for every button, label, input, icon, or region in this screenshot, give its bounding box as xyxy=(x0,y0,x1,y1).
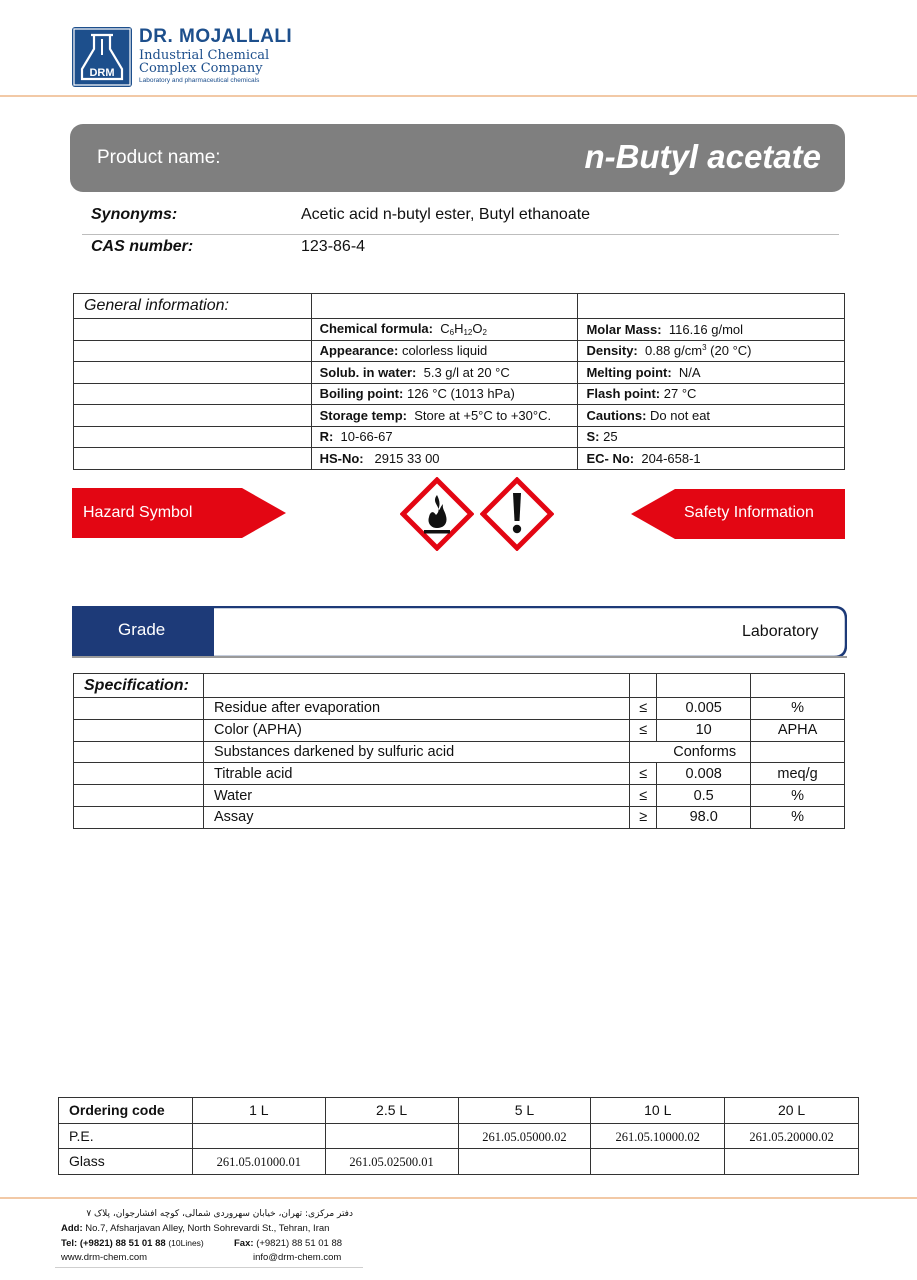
spec-name: Color (APHA) xyxy=(203,719,629,741)
spec-comparator: ≥ xyxy=(630,806,657,828)
grade-label: Grade xyxy=(118,620,166,639)
email-link[interactable]: info@drm-chem.com xyxy=(253,1252,342,1263)
size-header: 10 L xyxy=(591,1098,725,1124)
spec-comparator: ≤ xyxy=(630,698,657,720)
spec-comparator: ≤ xyxy=(630,719,657,741)
order-code: 261.05.05000.02 xyxy=(458,1123,591,1149)
product-name: n-Butyl acetate xyxy=(584,138,821,175)
cas-label: CAS number: xyxy=(91,238,194,255)
spec-comparator: ≤ xyxy=(630,763,657,785)
table-row xyxy=(74,698,845,720)
order-code: 261.05.02500.01 xyxy=(325,1149,458,1175)
grade-banner xyxy=(72,606,847,658)
ordering-table xyxy=(58,1097,859,1175)
synonyms-divider xyxy=(82,234,839,235)
order-code xyxy=(725,1149,859,1175)
address-line: Add: No.7, Afsharjavan Alley, North Sohrevardi St., Tehran, Iran xyxy=(61,1223,330,1234)
spec-value: 0.5 xyxy=(657,785,751,807)
spec-name: Residue after evaporation xyxy=(203,698,629,720)
boiling-point-cell: Boiling point: 126 °C (1013 hPa) xyxy=(311,383,578,405)
general-info-table xyxy=(73,293,845,470)
telephone-line: Tel: (+9821) 88 51 01 88 (10Lines) xyxy=(61,1238,204,1249)
spec-name: Water xyxy=(203,785,629,807)
fax-line: Fax: (+9821) 88 51 01 88 xyxy=(234,1238,343,1249)
table-row xyxy=(59,1123,859,1149)
spec-unit: % xyxy=(751,806,845,828)
specification-table xyxy=(73,673,845,829)
company-tagline: Laboratory and pharmaceutical chemicals xyxy=(139,77,260,84)
grade-value: Laboratory xyxy=(742,623,819,640)
spec-unit: APHA xyxy=(751,719,845,741)
flame-icon xyxy=(400,477,474,551)
address-persian: دفتر مرکزی: تهران، خیابان سهروردی شمالی، کوچه افشارجوان، پلاک ۷ xyxy=(86,1209,353,1219)
table-row xyxy=(74,785,845,807)
melting-point-cell: Melting point: N/A xyxy=(578,362,845,384)
spec-value: 0.008 xyxy=(657,763,751,785)
order-code xyxy=(591,1149,725,1175)
specification-title: Specification: xyxy=(74,674,204,698)
spec-unit: % xyxy=(751,698,845,720)
size-header: 2.5 L xyxy=(325,1098,458,1124)
s-phrases-cell: S: 25 xyxy=(578,426,845,448)
company-logo xyxy=(72,27,132,87)
spec-unit: meq/g xyxy=(751,763,845,785)
packaging-label: Glass xyxy=(59,1149,193,1175)
spec-comparator: ≤ xyxy=(630,785,657,807)
size-header: 1 L xyxy=(192,1098,325,1124)
order-code: 261.05.20000.02 xyxy=(725,1123,859,1149)
exclamation-icon xyxy=(480,477,554,551)
ordering-title: Ordering code xyxy=(59,1098,193,1124)
order-code: 261.05.01000.01 xyxy=(192,1149,325,1175)
website-link[interactable]: www.drm-chem.com xyxy=(61,1252,148,1263)
solubility-cell: Solub. in water: 5.3 g/l at 20 °C xyxy=(311,362,578,384)
table-row xyxy=(74,806,845,828)
r-phrases-cell: R: 10-66-67 xyxy=(311,426,578,448)
density-cell: Density: 0.88 $g/cm^3$ (20 °C) xyxy=(578,340,845,362)
spec-value: Conforms xyxy=(630,741,751,763)
product-label: Product name: xyxy=(97,147,221,168)
packaging-label: P.E. xyxy=(59,1123,193,1149)
hazard-symbol-label: Hazard Symbol xyxy=(83,504,193,521)
synonyms-label: Synonyms: xyxy=(91,206,178,223)
safety-info-label: Safety Information xyxy=(684,504,814,521)
spec-name: Titrable acid xyxy=(203,763,629,785)
formula-cell: Chemical formula: $C_6H_{12}O_2$ xyxy=(311,319,578,341)
cas-value: 123-86-4 xyxy=(301,238,366,255)
table-row xyxy=(74,741,845,763)
header-divider xyxy=(0,95,917,97)
spec-value: 10 xyxy=(657,719,751,741)
footer-bottom-rule xyxy=(55,1267,363,1268)
hs-number-cell: HS-No: 2915 33 00 xyxy=(311,448,578,470)
spec-name: Substances darkened by sulfuric acid xyxy=(203,741,629,763)
general-info-title: General information: xyxy=(74,294,312,319)
table-row xyxy=(74,719,845,741)
table-row xyxy=(59,1149,859,1175)
storage-temp-cell: Storage temp: Store at +5°C to +30°C. xyxy=(311,405,578,427)
flask-logo-icon xyxy=(72,27,132,87)
spec-unit: % xyxy=(751,785,845,807)
flash-point-cell: Flash point: 27 °C xyxy=(578,383,845,405)
synonyms-value: Acetic acid n-butyl ester, Butyl ethanoate xyxy=(301,206,591,223)
spec-value: 0.005 xyxy=(657,698,751,720)
ec-number-cell: EC- No: 204-658-1 xyxy=(578,448,845,470)
company-name: DR. MOJALLALI xyxy=(139,26,293,47)
order-code xyxy=(458,1149,591,1175)
company-line2: Complex Company xyxy=(139,61,263,76)
order-code: 261.05.10000.02 xyxy=(591,1123,725,1149)
size-header: 5 L xyxy=(458,1098,591,1124)
molar-mass-cell: Molar Mass: 116.16 g/mol xyxy=(578,319,845,341)
order-code xyxy=(192,1123,325,1149)
spec-value: 98.0 xyxy=(657,806,751,828)
spec-unit xyxy=(751,741,845,763)
footer-divider xyxy=(0,1197,917,1199)
spec-name: Assay xyxy=(203,806,629,828)
table-row xyxy=(74,763,845,785)
svg-text:DRM: DRM xyxy=(89,67,115,79)
company-line1: Industrial Chemical xyxy=(139,48,270,63)
cautions-cell: Cautions: Do not eat xyxy=(578,405,845,427)
size-header: 20 L xyxy=(725,1098,859,1124)
order-code xyxy=(325,1123,458,1149)
appearance-cell: Appearance: colorless liquid xyxy=(311,340,578,362)
